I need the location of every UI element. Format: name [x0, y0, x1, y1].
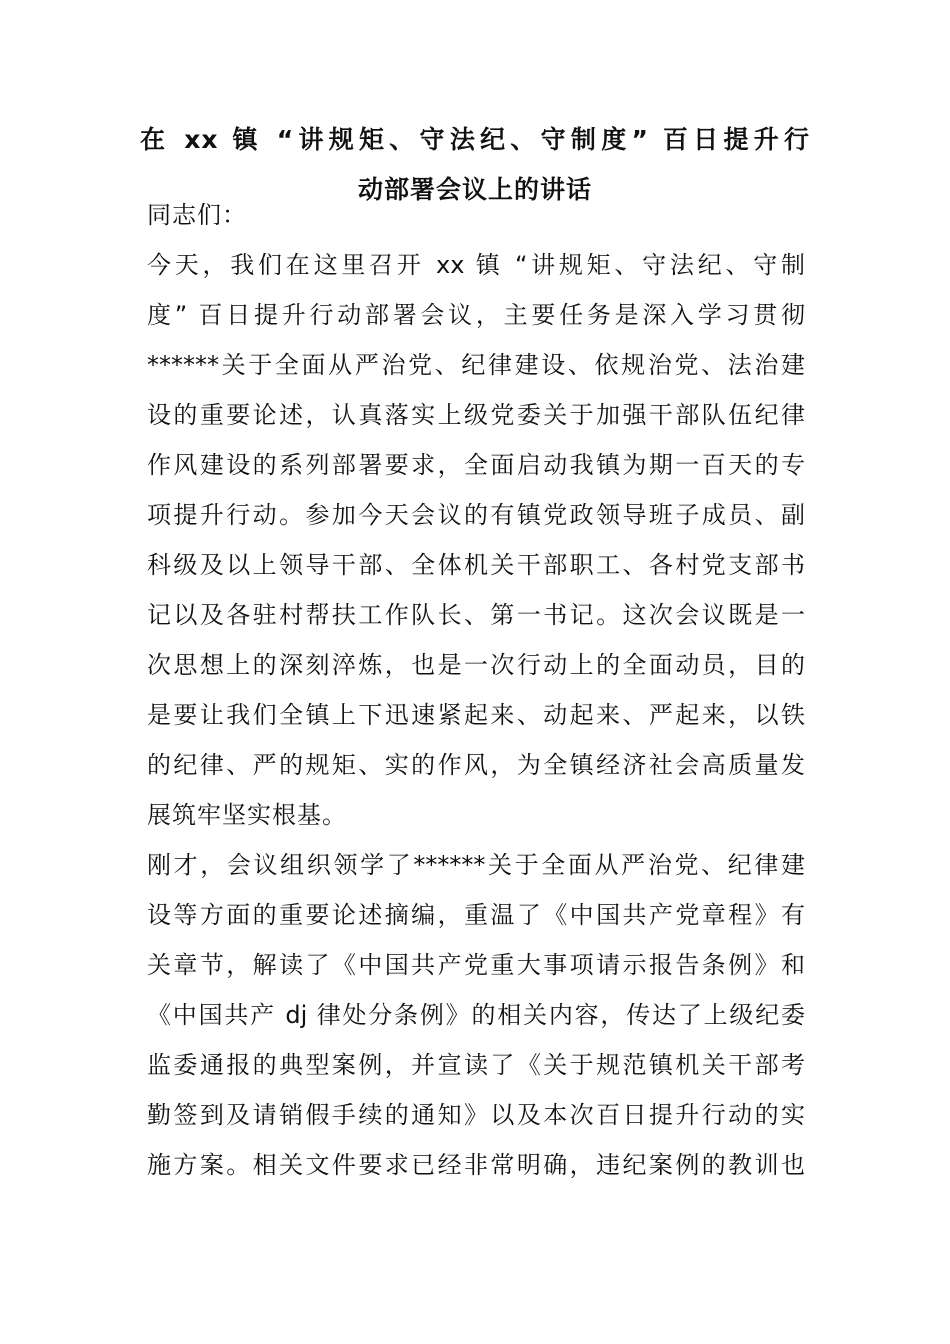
paragraph-2-line: 关章节，解读了《中国共产党重大事项请示报告条例》和	[147, 951, 805, 979]
paragraph-2-line: 设等方面的重要论述摘编，重温了《中国共产党章程》有	[147, 901, 805, 929]
paragraph-2	[147, 840, 805, 1190]
salutation: 同志们：	[147, 201, 247, 229]
document-body	[147, 190, 805, 1190]
paragraph-1-line: 次思想上的深刻淬炼，也是一次行动上的全面动员，目的	[147, 651, 805, 679]
paragraph-2-line: 监委通报的典型案例，并宣读了《关于规范镇机关干部考	[147, 1051, 805, 1079]
paragraph-2-line: 勤签到及请销假手续的通知》以及本次百日提升行动的实	[147, 1101, 805, 1129]
paragraph-1	[147, 240, 805, 840]
paragraph-1-line: 今天，我们在这里召开 xx 镇 “讲规矩、守法纪、守制	[147, 251, 805, 279]
paragraph-1-line: 的纪律、严的规矩、实的作风，为全镇经济社会高质量发	[147, 751, 805, 779]
paragraph-1-line: 作风建设的系列部署要求，全面启动我镇为期一百天的专	[147, 451, 805, 479]
paragraph-1-line: 记以及各驻村帮扶工作队长、第一书记。这次会议既是一	[147, 601, 805, 629]
paragraph-1-line: 科级及以上领导干部、全体机关干部职工、各村党支部书	[147, 551, 805, 579]
paragraph-1-line: 展筑牢坚实根基。	[147, 801, 347, 829]
title-line-1: 在 xx 镇 “讲规矩、守法纪、守制度” 百日提升行	[140, 125, 810, 154]
paragraph-1-line: 项提升行动。参加今天会议的有镇党政领导班子成员、副	[147, 501, 805, 529]
paragraph-1-line: 是要让我们全镇上下迅速紧起来、动起来、严起来，以铁	[147, 701, 805, 729]
paragraph-2-line: 施方案。相关文件要求已经非常明确，违纪案例的教训也	[147, 1151, 805, 1179]
paragraph-2-line: 《中国共产 dj 律处分条例》的相关内容，传达了上级纪委	[147, 1001, 805, 1029]
paragraph-2-line: 刚才，会议组织领学了******关于全面从严治党、纪律建	[147, 851, 805, 879]
paragraph-1-line: 度” 百日提升行动部署会议，主要任务是深入学习贯彻	[147, 301, 805, 329]
paragraph-1-line: ******关于全面从严治党、纪律建设、依规治党、法治建	[147, 351, 805, 379]
title-line-2: 动部署会议上的讲话	[357, 175, 592, 204]
paragraph-1-line: 设的重要论述，认真落实上级党委关于加强干部队伍纪律	[147, 401, 805, 429]
